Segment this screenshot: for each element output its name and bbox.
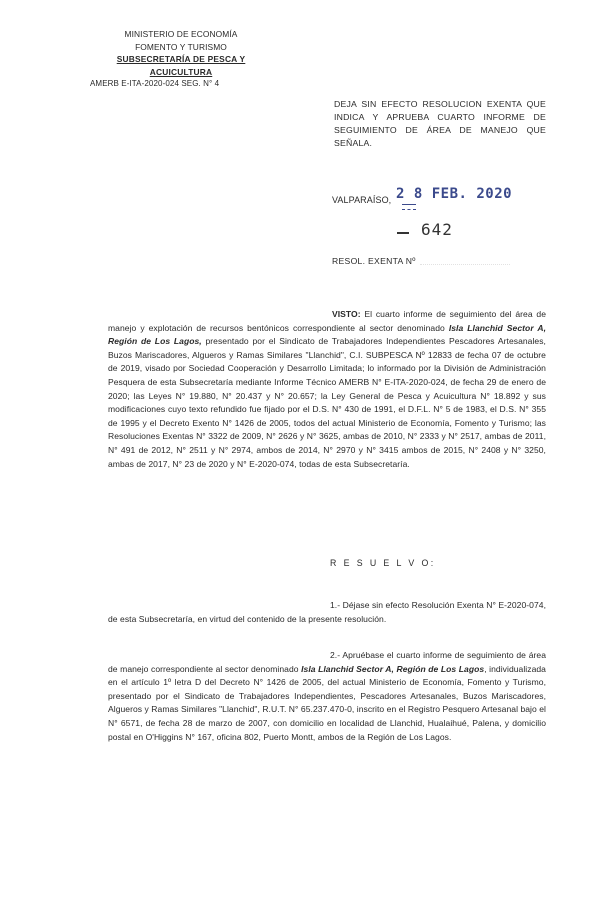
resolution-number-dash [397,232,409,234]
stamp-underline-dashed [402,209,416,210]
place-label: VALPARAÍSO, [332,195,392,205]
resolution-article-1: 1.- Déjase sin efecto Resolución Exenta N° E-2020-074, de esta Subsecretaría, en virtud del contenido de la presente resolución. [108,600,546,624]
issuer-header [86,28,276,91]
resolution-summary: DEJA SIN EFECTO RESOLUCION EXENTA QUE INDICA Y APRUEBA CUARTO INFORME DE SEGUIMIENTO DE ÁREA DE MANEJO QUE SEÑALA. [334,99,546,148]
resolution-number: 642 [421,220,453,239]
resuelvo-heading: R E S U E L V O: [330,558,436,568]
stamp-underline [402,204,416,205]
article-2-text-1: 2.- Apruébase el cuarto informe de seguimiento de área de manejo correspondiente al sector denominado [108,650,546,674]
visto-paragraph [108,308,546,471]
visto-sector-name: Isla Llanchid Sector A, Región de Los Lagos, [108,322,547,347]
faint-stamp-mark [420,256,510,265]
resolution-article-2 [108,649,546,744]
undersecretariat-name: SUBSECRETARÍA DE PESCA Y ACUICULTURA [116,54,246,77]
ministry-subtitle: FOMENTO Y TURISMO [135,41,227,52]
visto-text-2: presentado por el Sindicato de Trabajadores Independientes Pescadores Artesanales, Buzos Mariscadores, Algueros y Ramas Similares "Llanchid", C.I. SUBPESCA Nº 12833 de fecha 07 de octubre de 2019, visado por Sociedad Cooperación y Desarrollo Limitada; lo informado por la División de Administración Pesquera de esta Subsecretaría mediante Informe Técnico AMERB N° E-ITA-2020-024, de fecha 29 de enero de 2020; las Leyes N° 19.880, N° 20.437 y N° 20.657; la Ley General de Pesca y Acuicultura N° 18.892 y sus modificaciones cuyo texto refundido fue fijado por el D.S. N° 430 de 1991, el D.F.L. N° 5 de 1983, el D.S. N° 355 de 1995 y el Decreto Exento N° 1426 de 2005, todos del actual Ministerio de Economía, Fomento y Turismo; las Resoluciones Exentas N° 3322 de 2009, N° 2626 y N° 3625, ambas de 2010, N° 2333 y N° 2517, ambas de 2011, N° 491 de 2012, N° 2511 y N° 2974, ambos de 2014, N° 2970 y N° 3415 ambos de 2015, N° 2408 y N° 3250, ambas de 2017, N° 23 de 2020 y N° E-2020-074, todas de esta Subsecretaría. [108,336,546,469]
resolution-label: RESOL. EXENTA Nº [332,256,416,266]
reference-code: AMERB E-ITA-2020-024 SEG. N° 4 [90,79,220,88]
article-2-text-2: , individualizada en el artículo 1º letra D del Decreto N° 1426 de 2005, del actual Ministerio de Economía, Fomento y Turismo, presentado por el Sindicato de Trabajadores Independientes, Pescadores Artesanales, Buzos Mariscadores, Algueros y Ramas Similares "Llanchid", R.U.T. N° 65.237.470-0, inscrito en el Registro Pesquero Artesanal bajo el N° 6571, de fecha 28 de marzo de 2007, con domicilio en localidad de Llanchid, Hualaihué, Palena, y domicilio postal en O'Higgins N° 167, oficina 802, Puerto Montt, ambos de la Región de Los Lagos. [108,663,546,742]
ministry-name: MINISTERIO DE ECONOMÍA [124,29,238,39]
date-stamp: 2 8 FEB. 2020 [396,186,513,202]
visto-text-1: El cuarto informe de seguimiento del área de manejo y explotación de recursos bentónicos correspondiente al sector denominado [108,309,546,333]
visto-label: VISTO: [332,309,361,319]
article-2-sector-name: Isla Llanchid Sector A, Región de Los Lagos [301,663,485,674]
